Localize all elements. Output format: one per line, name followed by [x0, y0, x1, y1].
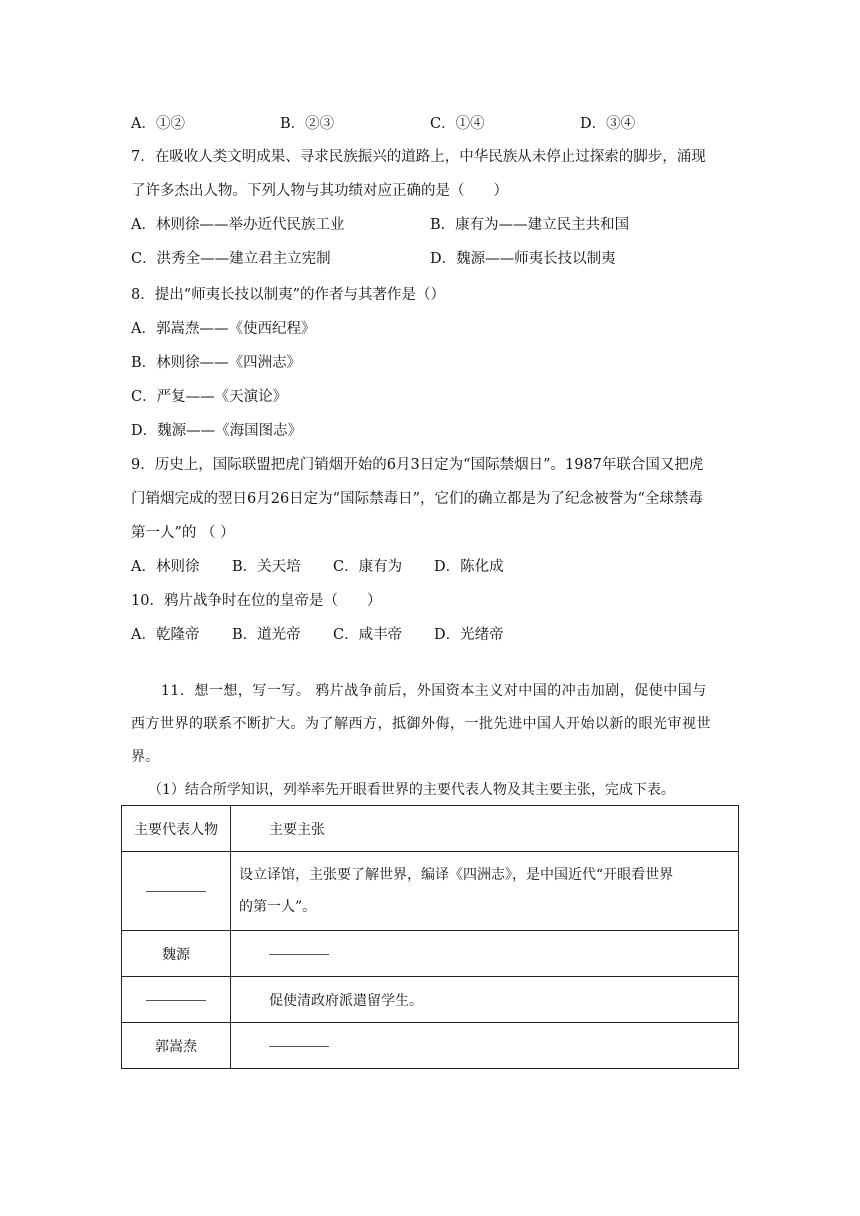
- table-row: [122, 1023, 739, 1069]
- q8-option-a: A．郭嵩焘——《使西纪程》: [131, 321, 316, 337]
- q10-option-c: C．咸丰帝: [333, 627, 403, 643]
- row2-person: 魏源: [122, 931, 231, 977]
- q7-option-c: C．洪秀全——建立君主立宪制: [131, 251, 331, 267]
- q7-option-a: A．林则徐——举办近代民族工业: [131, 217, 345, 233]
- q9-option-b: B．关天培: [232, 559, 301, 575]
- q10-option-b: B．道光帝: [232, 627, 301, 643]
- q9-option-d: D．陈化成: [434, 559, 504, 575]
- q10-option-d: D．光绪帝: [434, 627, 504, 643]
- q7-stem-line2: 了许多杰出人物。下列人物与其功绩对应正确的是（ ）: [131, 183, 508, 199]
- answer-blank[interactable]: [269, 953, 329, 955]
- table-row: [122, 852, 739, 931]
- row1-claim-line1: 设立译馆，主张要了解世界，编译《四洲志》，是中国近代“开眼看世界: [239, 867, 674, 883]
- q7-option-b: B．康有为——建立民主共和国: [430, 217, 630, 233]
- table-row: [122, 931, 739, 977]
- q8-stem: 8．提出“师夷长技以制夷”的作者与其著作是（）: [131, 287, 446, 303]
- q8-option-b: B．林则徐——《四洲志》: [131, 355, 302, 371]
- q7-option-d: D．魏源——师夷长技以制夷: [430, 251, 616, 267]
- q9-stem-line1: 9．历史上，国际联盟把虎门销烟开始的6月3日定为“国际禁烟日”。1987年联合国又把虎: [131, 457, 704, 473]
- header-person: 主要代表人物: [122, 806, 231, 852]
- answer-blank[interactable]: [146, 999, 206, 1001]
- row1-claim-line2: 的第一人”。: [239, 899, 317, 915]
- q9-option-c: C．康有为: [333, 559, 403, 575]
- q9-option-a: A．林则徐: [131, 559, 200, 575]
- q6-option-b: B．②③: [280, 116, 335, 132]
- q8-option-c: C．严复——《天演论》: [131, 389, 288, 405]
- row1-person-blank[interactable]: [122, 852, 231, 931]
- row4-person: 郭嵩焘: [122, 1023, 231, 1069]
- q11-sub-question-1: （1）结合所学知识，列举率先开眼看世界的主要代表人物及其主要主张，完成下表。: [148, 782, 675, 798]
- q10-option-a: A．乾隆帝: [131, 627, 200, 643]
- row3-person-blank[interactable]: [122, 977, 231, 1023]
- q11-para-line3: 界。: [131, 749, 159, 765]
- q6-option-c: C．①④: [430, 116, 485, 132]
- q8-option-d: D．魏源——《海国图志》: [131, 423, 303, 439]
- q11-para-line2: 西方世界的联系不断扩大。为了解西方，抵御外侮，一批先进中国人开始以新的眼光审视世: [131, 716, 711, 732]
- table-header-row: [122, 806, 739, 852]
- q9-stem-line3: 第一人”的 （ ）: [131, 525, 235, 541]
- q6-option-a: A．①②: [131, 116, 185, 132]
- q10-stem: 10．鸦片战争时在位的皇帝是（ ）: [131, 593, 382, 609]
- q7-stem-line1: 7．在吸收人类文明成果、寻求民族振兴的道路上，中华民族从未停止过探索的脚步，涌现: [131, 149, 706, 165]
- q9-stem-line2: 门销烟完成的翌日6月26日定为“国际禁毒日”，它们的确立都是为了纪念被誉为“全球禁毒: [131, 491, 703, 507]
- answer-blank[interactable]: [269, 1045, 329, 1047]
- row3-claim: 促使清政府派遣留学生。: [231, 977, 739, 1023]
- q11-para-line1: 11．想一想，写一写。 鸦片战争前后，外国资本主义对中国的冲击加剧，促使中国与: [161, 683, 707, 699]
- table-row: [122, 977, 739, 1023]
- header-claim: 主要主张: [231, 806, 739, 852]
- row4-claim-blank[interactable]: [231, 1023, 739, 1069]
- q6-option-d: D．③④: [580, 116, 636, 132]
- row2-claim-blank[interactable]: [231, 931, 739, 977]
- q11-answer-table: [121, 805, 739, 1069]
- answer-blank[interactable]: [146, 890, 206, 892]
- row1-claim: [231, 852, 739, 931]
